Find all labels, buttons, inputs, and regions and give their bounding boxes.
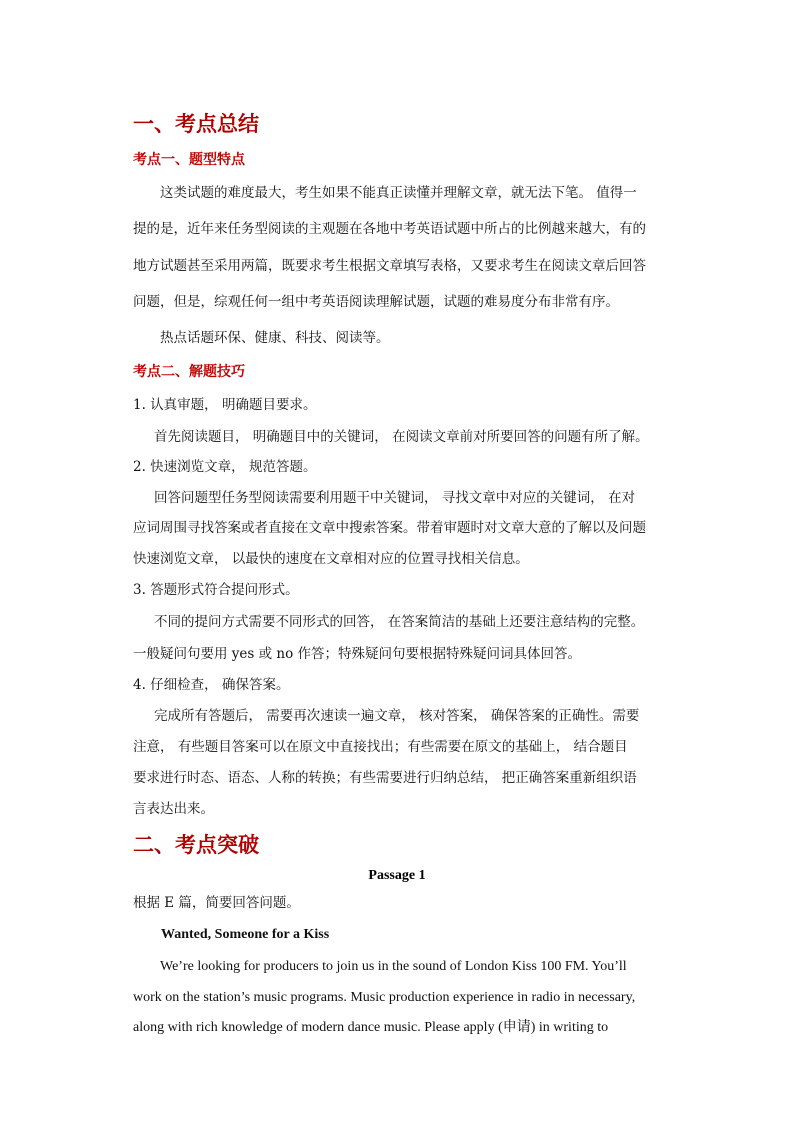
tip-4-line: 注意， 有些题目答案可以在原文中直接找出；有些需要在原文的基础上， 结合题目 bbox=[133, 739, 628, 755]
paragraph-line: 问题，但是，综观任何一组中考英语阅读理解试题，试题的难易度分布非常有序。 bbox=[133, 294, 619, 310]
tip-4-line: 完成所有答题后， 需要再次速读一遍文章， 核对答案， 确保答案的正确性。需要 bbox=[154, 708, 640, 724]
tip-2-line: 快速浏览文章， 以最快的速度在文章相对应的位置寻找相关信息。 bbox=[133, 551, 529, 567]
tip-4-line: 言表达出来。 bbox=[133, 801, 214, 817]
tip-2-title: 2. 快速浏览文章， 规范答题。 bbox=[133, 459, 317, 475]
tip-1-title: 1. 认真审题， 明确题目要求。 bbox=[133, 397, 317, 413]
tip-4-title: 4. 仔细检查， 确保答案。 bbox=[133, 677, 290, 693]
paragraph-line: 地方试题甚至采用两篇，既要求考生根据文章填写表格，又要求考生在阅读文章后回答 bbox=[133, 258, 646, 274]
tip-3-line: 不同的提问方式需要不同形式的回答， 在答案简洁的基础上还要注意结构的完整。 bbox=[154, 614, 645, 630]
instruction-line: 根据 E 篇，简要回答问题。 bbox=[133, 895, 300, 911]
tip-2-line: 应词周围寻找答案或者直接在文章中搜索答案。带着审题时对文章大意的了解以及问题 bbox=[133, 520, 646, 536]
tip-3-line: 一般疑问句要用 yes 或 no 作答；特殊疑问句要根据特殊疑问词具体回答。 bbox=[133, 646, 582, 662]
article-line: along with rich knowledge of modern dance music. Please apply (申请) in writing to bbox=[133, 1020, 609, 1035]
paragraph-line: 这类试题的难度最大，考生如果不能真正读懂并理解文章，就无法下笔。 值得一 bbox=[160, 185, 637, 201]
point-2-heading: 考点二、解题技巧 bbox=[133, 364, 245, 380]
tip-2-line: 回答问题型任务型阅读需要利用题干中关键词， 寻找文章中对应的关键词， 在对 bbox=[154, 490, 636, 506]
section-2-title: 二、考点突破 bbox=[133, 832, 259, 857]
hot-topics-line: 热点话题环保、健康、科技、阅读等。 bbox=[160, 330, 390, 346]
point-1-heading: 考点一、题型特点 bbox=[133, 152, 245, 168]
tip-3-title: 3. 答题形式符合提问形式。 bbox=[133, 582, 299, 598]
section-1-title: 一、考点总结 bbox=[133, 111, 259, 136]
article-line: work on the station’s music programs. Music production experience in radio in necessary, bbox=[133, 990, 636, 1005]
article-line: We’re looking for producers to join us in the sound of London Kiss 100 FM. You’ll bbox=[160, 959, 627, 974]
article-title: Wanted, Someone for a Kiss bbox=[161, 927, 330, 942]
paragraph-line: 提的是，近年来任务型阅读的主观题在各地中考英语试题中所占的比例越来越大，有的 bbox=[133, 221, 646, 237]
passage-title: Passage 1 bbox=[368, 868, 426, 883]
tip-1-line: 首先阅读题目， 明确题目中的关键词， 在阅读文章前对所要回答的问题有所了解。 bbox=[154, 429, 649, 445]
tip-4-line: 要求进行时态、语态、人称的转换；有些需要进行归纳总结， 把正确答案重新组织语 bbox=[133, 770, 637, 786]
